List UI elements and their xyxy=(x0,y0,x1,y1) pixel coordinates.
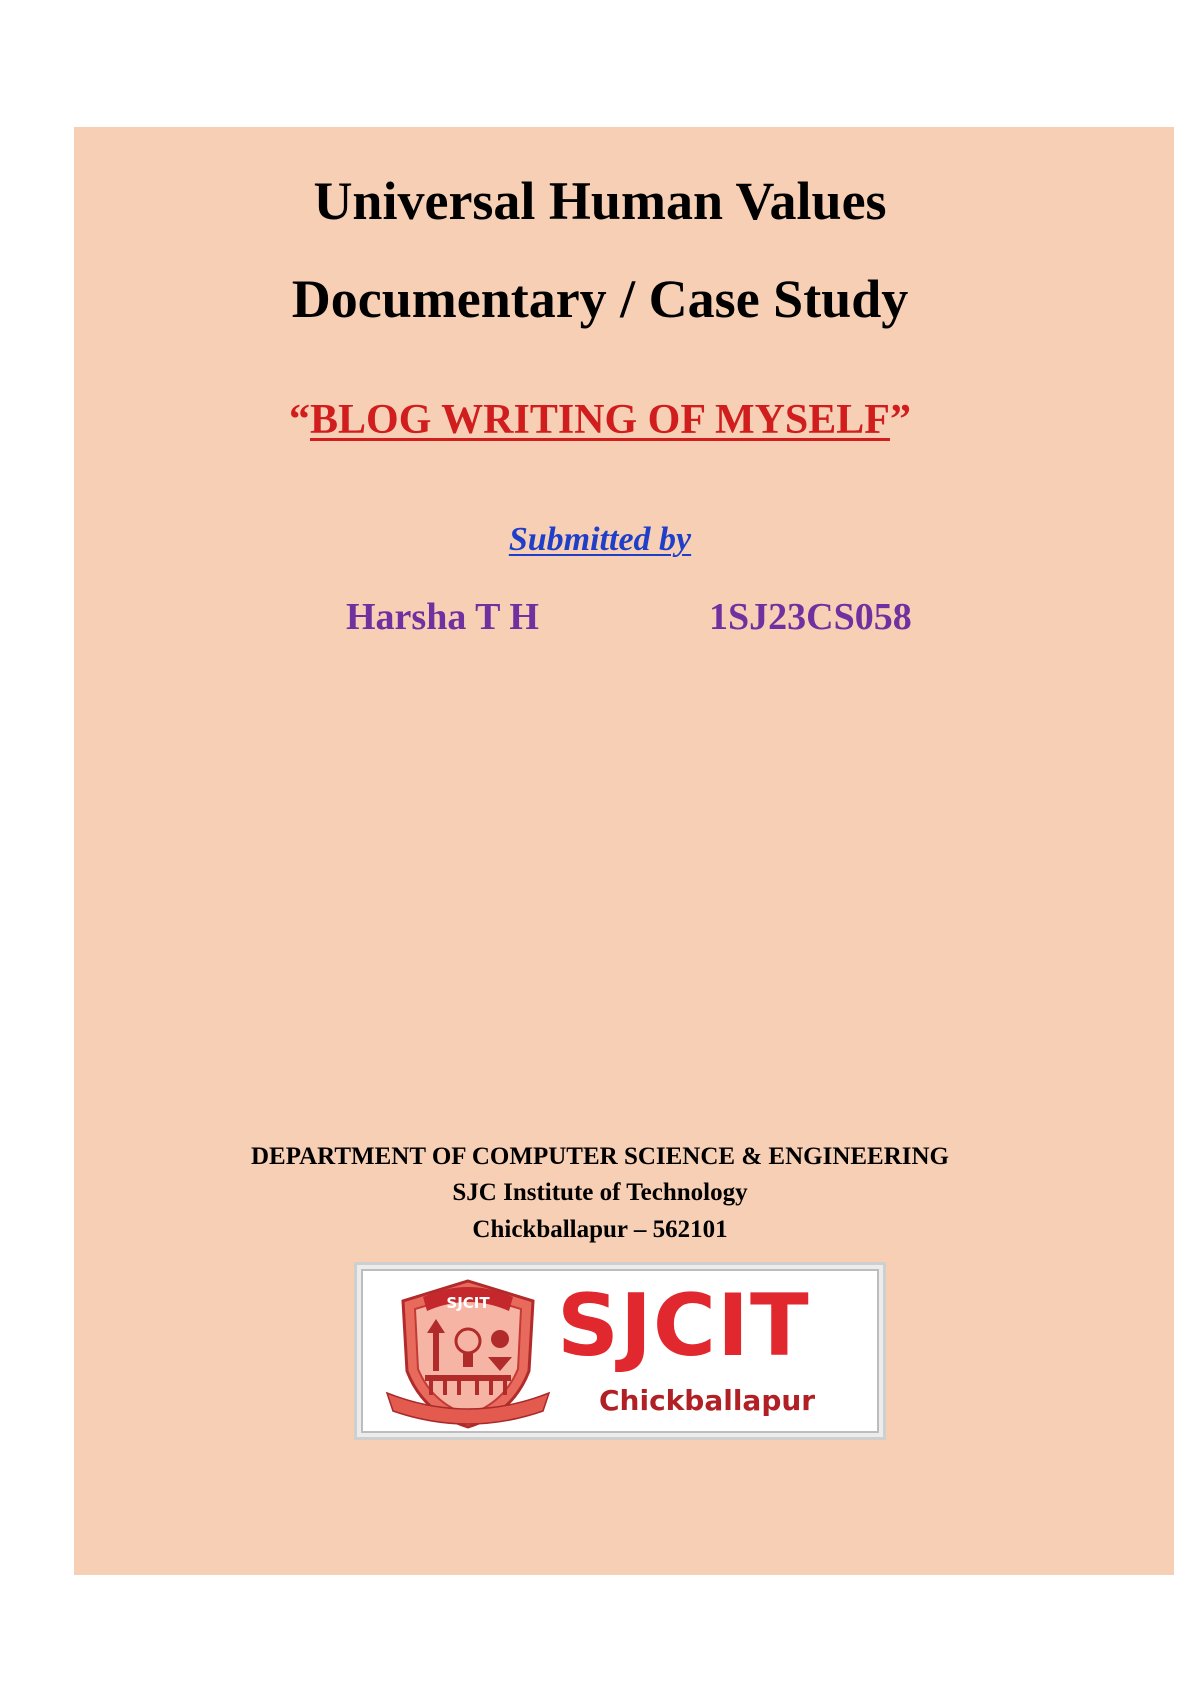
college-address: Chickballapur – 562101 xyxy=(472,1216,728,1243)
topic-title xyxy=(0,396,1200,444)
submitted-by-label: Submitted by xyxy=(508,521,692,558)
logo-location: Chickballapur xyxy=(599,1384,816,1417)
topic-close-quote: ” xyxy=(889,397,911,443)
document-title: Universal Human Values xyxy=(313,171,887,231)
college-logo xyxy=(354,1262,886,1440)
document-subtitle-type: Documentary / Case Study xyxy=(291,269,909,329)
emblem-lettering: SJCIT xyxy=(446,1294,490,1312)
college-name: SJC Institute of Technology xyxy=(452,1179,748,1206)
topic-text: BLOG WRITING OF MYSELF xyxy=(310,397,890,443)
topic-open-quote: “ xyxy=(289,397,311,443)
student-name: Harsha T H xyxy=(346,596,539,638)
logo-wordmark: SJCIT xyxy=(557,1276,810,1376)
student-usn: 1SJ23CS058 xyxy=(709,596,912,638)
department-name: DEPARTMENT OF COMPUTER SCIENCE & ENGINEERING xyxy=(250,1143,950,1170)
college-emblem-icon xyxy=(383,1275,553,1433)
